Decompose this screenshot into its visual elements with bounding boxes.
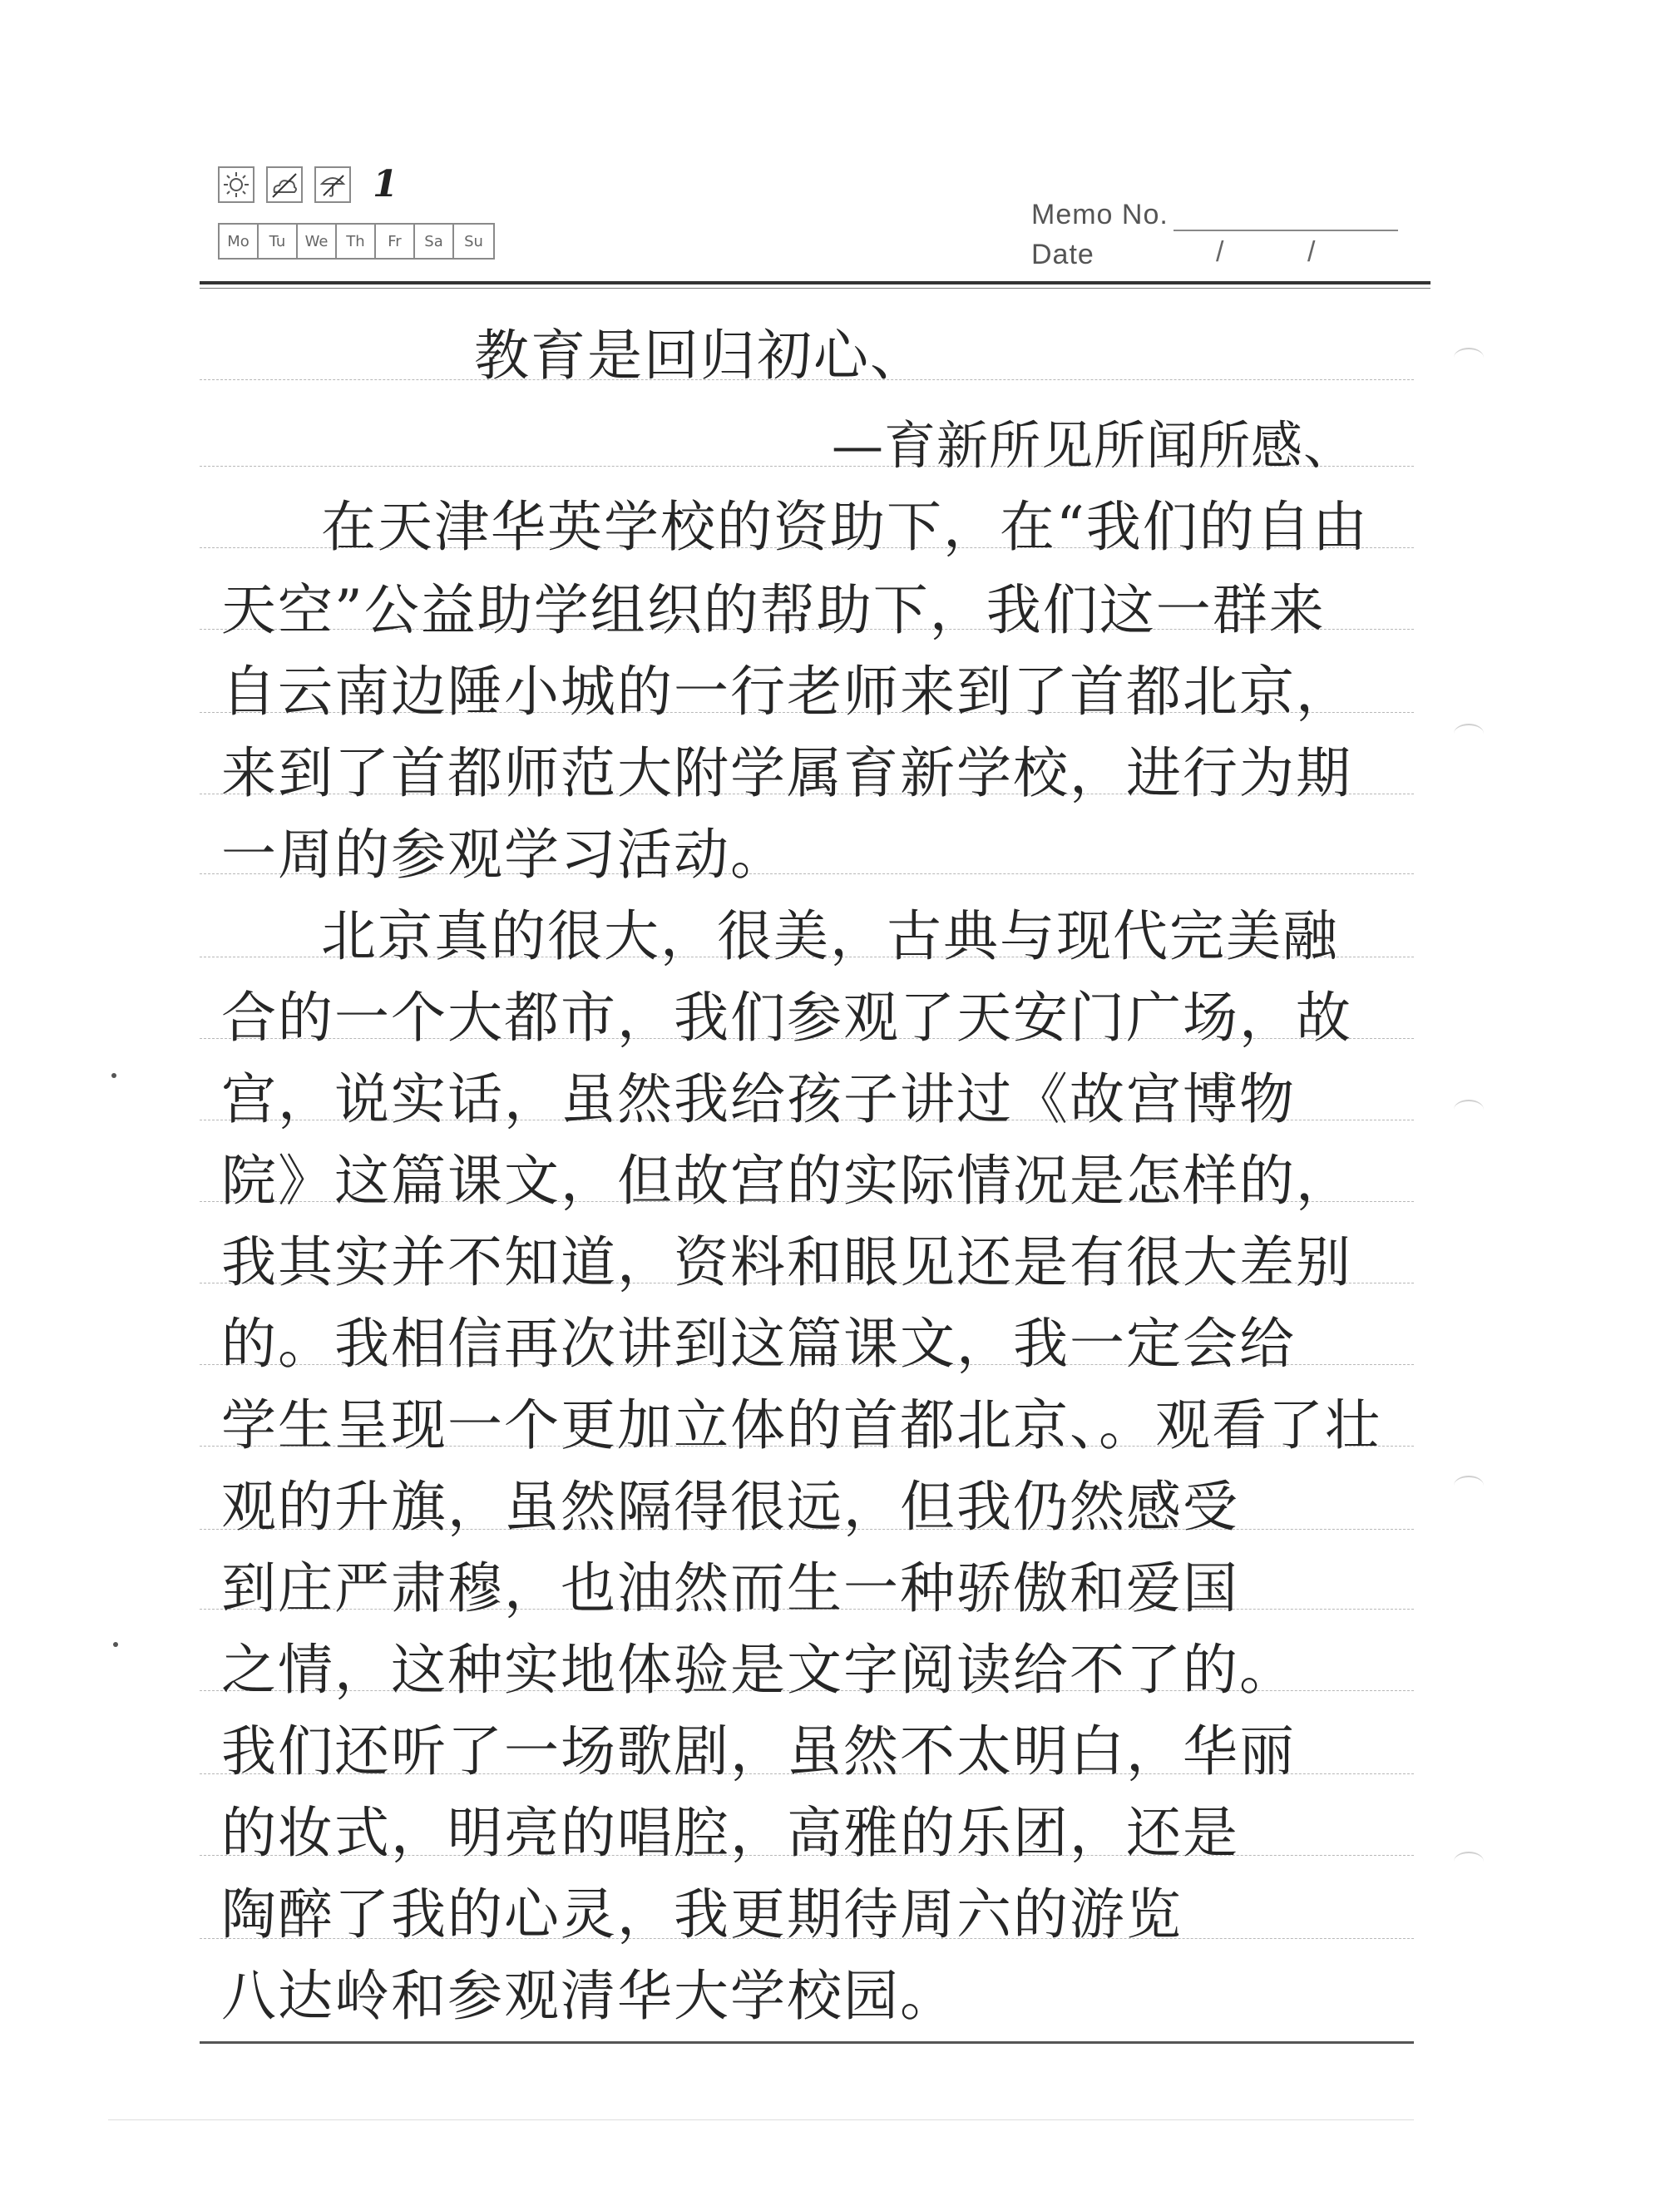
note-line: 来到了首都师范大附学属育新学校，进行为期 xyxy=(221,741,1352,805)
memo-fields xyxy=(1031,191,1398,271)
weekday-tu: Tu xyxy=(259,225,298,258)
binder-hole-mark xyxy=(1454,1100,1484,1120)
page-number: 1 xyxy=(373,163,398,205)
note-line: 宫，说实话，虽然我给孩子讲过《故宫博物 xyxy=(221,1067,1296,1131)
binder-hole-mark xyxy=(1454,724,1484,744)
header-divider xyxy=(200,281,1430,284)
note-title: 教育是回归初心、 xyxy=(474,324,926,388)
note-line: 学生呈现一个更加立体的首都北京、。观看了壮 xyxy=(221,1393,1381,1457)
weekday-su: Su xyxy=(464,232,483,250)
date-separator: / xyxy=(1307,236,1316,268)
memo-number-blank xyxy=(1174,205,1398,231)
date-separator: / xyxy=(1216,236,1224,268)
weekday-selector xyxy=(218,223,495,260)
note-line: 在天津华英学校的资助下，在“我们的自由 xyxy=(321,495,1369,559)
note-line: 合的一个大都市，我们参观了天安门广场，故 xyxy=(221,986,1352,1050)
weekday-sa: Sa xyxy=(415,225,454,258)
note-subtitle: —育新所见所闻所感、 xyxy=(832,415,1356,476)
note-line: 的。我相信再次讲到这篇课文，我一定会给 xyxy=(221,1312,1296,1376)
weekday-mo: Mo xyxy=(220,225,259,258)
date-label: Date xyxy=(1031,239,1094,270)
note-line: 八达岭和参观清华大学校园。 xyxy=(221,1964,956,2028)
note-line: 我其实并不知道，资料和眼见还是有很大差别 xyxy=(221,1230,1352,1294)
bottom-divider xyxy=(200,2041,1414,2044)
note-line: 的妆式，明亮的唱腔，高雅的乐团，还是 xyxy=(221,1801,1239,1865)
weather-selector xyxy=(218,163,398,205)
note-line: 观的升旗，虽然隔得很远，但我仍然感受 xyxy=(221,1475,1239,1539)
note-line: 一周的参观学习活动。 xyxy=(221,823,787,887)
weekday-th: Th xyxy=(337,225,376,258)
scan-dot xyxy=(113,1642,118,1647)
sun-icon xyxy=(218,166,254,203)
memo-label: Memo No. xyxy=(1031,199,1169,230)
binder-hole-mark xyxy=(1454,348,1484,368)
umbrella-icon xyxy=(314,166,351,203)
weekday-we: We xyxy=(298,225,337,258)
binder-hole-mark xyxy=(1454,1852,1484,1872)
note-line: 天空”公益助学组织的帮助下，我们这一群来 xyxy=(221,578,1326,642)
note-line: 到庄严肃穆，也油然而生一种骄傲和爱国 xyxy=(221,1556,1239,1620)
note-line: 院》这篇课文，但故宫的实际情况是怎样的， xyxy=(221,1149,1352,1213)
note-line: 之情，这种实地体验是文字阅读给不了的。 xyxy=(221,1638,1296,1702)
note-line: 陶醉了我的心灵，我更期待周六的游览 xyxy=(221,1882,1183,1946)
note-line: 北京真的很大，很美，古典与现代完美融 xyxy=(321,904,1339,968)
memo-number-field xyxy=(1031,191,1398,231)
binder-hole-mark xyxy=(1454,1476,1484,1496)
cloudy-icon xyxy=(266,166,303,203)
weekday-fr: Fr xyxy=(376,225,415,258)
header-divider-thin xyxy=(200,288,1430,289)
note-line: 我们还听了一场歌剧，虽然不太明白，华丽 xyxy=(221,1719,1296,1783)
date-field xyxy=(1031,231,1398,271)
footer-line xyxy=(108,2119,1414,2120)
scan-dot xyxy=(111,1073,116,1078)
note-line: 自云南边陲小城的一行老师来到了首都北京， xyxy=(221,660,1352,724)
